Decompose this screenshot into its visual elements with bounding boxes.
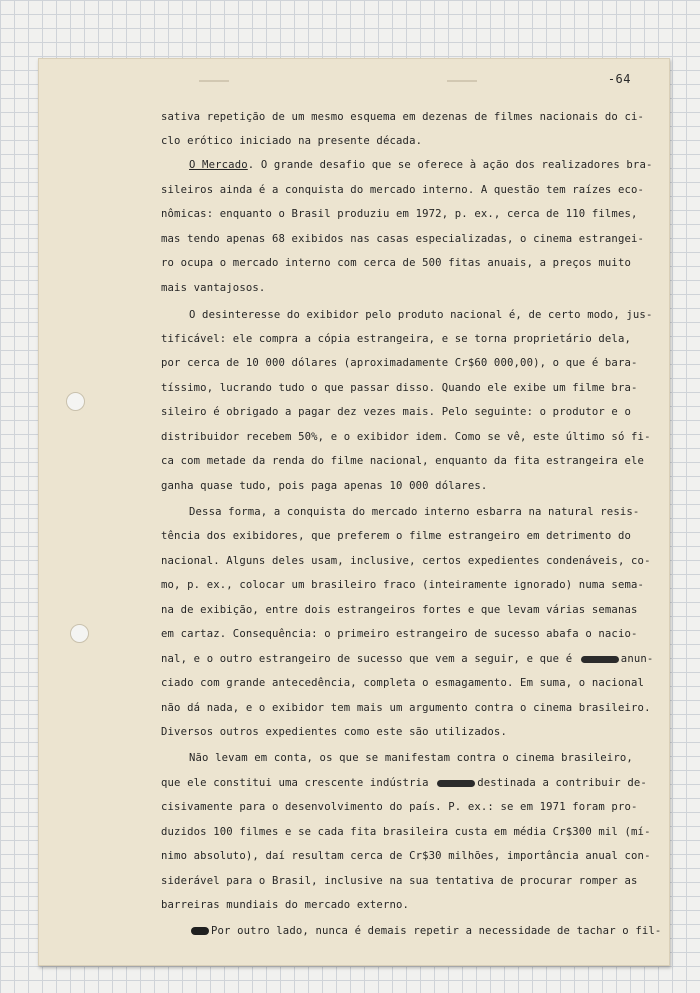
text-line: duzidos 100 filmes e se cada fita brasileira custa em média Cr$300 mil (mí- xyxy=(161,826,651,838)
page-number: -64 xyxy=(607,72,631,86)
text-line: por cerca de 10 000 dólares (aproximadamente Cr$60 000,00), o que é bara- xyxy=(161,357,638,369)
text-line: ro ocupa o mercado interno com cerca de 500 fitas anuais, a preços muito xyxy=(161,257,632,269)
text-line: tência dos exibidores, que preferem o filme estrangeiro em detrimento do xyxy=(161,530,632,542)
crossed-out-word xyxy=(581,656,619,663)
text-line: tíssimo, lucrando tudo o que passar disso. Quando ele exibe um filme bra- xyxy=(161,382,638,394)
text-line: mas tendo apenas 68 exibidos nas casas especializadas, o cinema estrangei- xyxy=(161,233,645,245)
text-line xyxy=(189,159,653,172)
text-line: nacional. Alguns deles usam, inclusive, certos expedientes condenáveis, co- xyxy=(161,555,651,567)
text-line: cisivamente para o desenvolvimento do país. P. ex.: se em 1971 foram pro- xyxy=(161,801,638,813)
text-line-after: destinada a contribuir de- xyxy=(477,777,647,789)
text-line: mais vantajosos. xyxy=(161,282,266,294)
text-line: sativa repetição de um mesmo esquema em dezenas de filmes nacionais do ci- xyxy=(161,111,645,123)
text-line: na de exibição, entre dois estrangeiros fortes e que levam várias semanas xyxy=(161,604,638,616)
text-line: barreiras mundiais do mercado externo. xyxy=(161,899,410,911)
text-line: Dessa forma, a conquista do mercado interno esbarra na natural resis- xyxy=(189,506,640,518)
text-line: clo erótico iniciado na presente década. xyxy=(161,135,423,147)
text-line: Diversos outros expedientes como este são utilizados. xyxy=(161,726,507,738)
text-line: mo, p. ex., colocar um brasileiro fraco (inteiramente ignorado) numa sema- xyxy=(161,579,645,591)
text-line xyxy=(161,777,647,790)
text-line: ca com metade da renda do filme nacional, enquanto da fita estrangeira ele xyxy=(161,455,645,467)
text-line-before: que ele constitui uma crescente indústria xyxy=(161,777,429,789)
text-line: distribuidor recebem 50%, e o exibidor idem. Como se vê, este último só fi- xyxy=(161,431,651,443)
text-line: sileiro é obrigado a pagar dez vezes mais. Pelo seguinte: o produtor e o xyxy=(161,406,632,418)
text-line: siderável para o Brasil, inclusive na sua tentativa de procurar romper as xyxy=(161,875,638,887)
text-line: O desinteresse do exibidor pelo produto nacional é, de certo modo, jus- xyxy=(189,309,653,321)
section-heading: O Mercado xyxy=(189,159,248,171)
text-line: nimo absoluto), daí resultam cerca de Cr$30 milhões, importância anual con- xyxy=(161,850,651,862)
text-line: ciado com grande antecedência, completa o esmagamento. Em suma, o nacional xyxy=(161,677,645,689)
text-line: Não levam em conta, os que se manifestam contra o cinema brasileiro, xyxy=(189,752,633,764)
text-line: em cartaz. Consequência: o primeiro estrangeiro de sucesso abafa o nacio- xyxy=(161,628,638,640)
typed-text-body xyxy=(39,59,669,965)
text-line: tificável: ele compra a cópia estrangeira, e se torna proprietário dela, xyxy=(161,333,632,345)
text-line: ganha quase tudo, pois paga apenas 10 000 dólares. xyxy=(161,480,488,492)
text-line: sileiros ainda é a conquista do mercado interno. A questão tem raízes eco- xyxy=(161,184,645,196)
text-line xyxy=(191,925,661,938)
pen-mark xyxy=(191,927,209,935)
document-page xyxy=(38,58,670,966)
text-line-after: anun- xyxy=(620,653,654,665)
text-line: nômicas: enquanto o Brasil produziu em 1972, p. ex., cerca de 110 filmes, xyxy=(161,208,638,220)
text-line-rest: . O grande desafio que se oferece à ação dos realizadores bra- xyxy=(247,159,653,171)
text-line: não dá nada, e o exibidor tem mais um argumento contra o cinema brasileiro. xyxy=(161,702,651,714)
text-line-before: nal, e o outro estrangeiro de sucesso que vem a seguir, e que é xyxy=(161,653,573,665)
text-line-rest: Por outro lado, nunca é demais repetir a necessidade de tachar o fil- xyxy=(211,925,662,937)
crossed-out-word xyxy=(437,780,475,787)
text-line xyxy=(161,653,653,666)
